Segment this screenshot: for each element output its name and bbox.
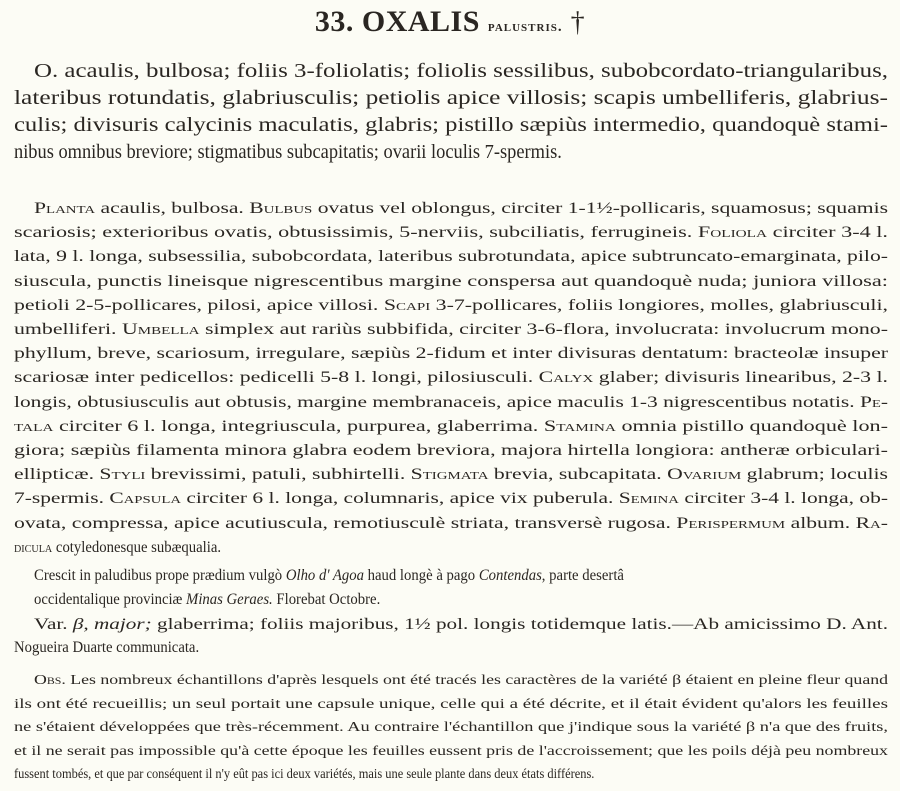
- text-line: [14, 442, 888, 460]
- text-segment: lateribus rotundatis, glabriusculis; petiolis apice villosis; scapis umbelliferis, glabrius-: [14, 87, 888, 109]
- text-segment: circiter 6 l. longa, integriuscula, purpurea, glaberrima.: [53, 417, 544, 435]
- text-segment: 3-7-pollicares, foliis longiores, molles, glabriusculi,: [430, 296, 889, 314]
- text-segment: nibus omnibus breviore; stigmatibus subcapitatis; ovarii loculis 7-spermis.: [14, 141, 562, 163]
- italic-text: Olho d' Agoa: [285, 567, 364, 584]
- section-heading-word: Umbella: [121, 321, 200, 338]
- text-line: [14, 696, 888, 712]
- section-heading-word: Foliola: [697, 224, 768, 242]
- species-number: 33.: [314, 5, 354, 38]
- text-segment: album.: [785, 514, 856, 532]
- species-epithet: palustris.: [487, 19, 563, 35]
- section-heading-word: Planta: [34, 200, 96, 217]
- text-segment: fussent tombés, et que par conséquent il n'y eût pas ici deux variétés, mais une seule plante dans deux états différens.: [14, 766, 595, 781]
- text-segment: brevissimi, patuli, subhirtelli.: [145, 466, 411, 484]
- text-segment: glaber; divisuris linearibus, 2-3 l.: [593, 369, 888, 387]
- text-segment: ils ont été recueillis; un seul portait une capsule unique, celle qui a été décrite, et il était évident qu'alors les feuilles: [14, 695, 888, 711]
- text-segment: giora; sæpiùs filamenta minora glabra eodem breviora, majora hirtella longiora: antheræ orbiculari-: [14, 442, 888, 459]
- section-heading-word: Ra-: [855, 514, 888, 532]
- section-heading-word: Stigmata: [410, 466, 489, 484]
- text-segment: lata, 9 l. longa, subsessilia, subobcordata, lateribus subrotundata, apice subtruncato-emarginata, pilo-: [14, 248, 888, 266]
- text-segment: longis, obtusiusculis aut obtusis, margine membranaceis, apice maculis 1-3 nigrescentibus notatis.: [14, 393, 860, 411]
- text-line: [14, 394, 888, 412]
- text-segment: petioli 2-5-pollicares, pilosi, apice villosi.: [14, 296, 384, 314]
- text-segment: omnia pistillo quandoquè lon-: [615, 417, 888, 435]
- section-heading-word: Stamina: [543, 417, 616, 435]
- italic-text: Minas Geraes.: [186, 591, 273, 608]
- section-heading-word: Scapi: [383, 296, 431, 314]
- text-segment: glabrum; loculis: [741, 466, 888, 484]
- text-line: [14, 515, 888, 533]
- text-line: [14, 297, 888, 315]
- text-line: [14, 591, 888, 609]
- section-heading-word: tala: [14, 417, 54, 435]
- genus-name: OXALIS: [361, 5, 480, 38]
- text-segment: scariosæ inter pedicellos: pedicelli 5-8 l. longi, pilosiusculi.: [14, 369, 539, 387]
- text-line: [14, 672, 888, 688]
- text-segment: Var.: [34, 616, 73, 633]
- text-segment: 7-spermis.: [14, 490, 110, 508]
- text-segment: simplex aut rariùs subbifida, circiter 3-6-flora, involucrata: involucrum mono-: [199, 321, 889, 338]
- section-heading-word: Calyx: [538, 369, 594, 387]
- section-heading-word: dicula: [14, 538, 53, 556]
- text-segment: et il ne serait pas impossible qu'à cette époque les feuilles eussent pris de l'accroissement; que les poils déjà peu nombreux: [14, 742, 888, 758]
- section-heading-word: Ovarium: [667, 466, 742, 484]
- text-line: [14, 369, 888, 387]
- section-heading-word: Perispermum: [676, 514, 786, 532]
- text-segment: umbelliferi.: [14, 321, 122, 338]
- text-segment: scariosis; exterioribus ovatis, obtusissimis, 5-nerviis, subciliatis, ferrugineis.: [14, 224, 698, 242]
- section-heading-word: Bulbus: [249, 200, 313, 217]
- text-segment: Nogueira Duarte communicata.: [14, 639, 200, 656]
- italic-text: β, major;: [72, 616, 152, 633]
- text-line: [14, 141, 888, 164]
- text-segment: siuscula, punctis lineisque nigrescentibus margine conspersa aut quandoquè nuda; juniora villosa:: [14, 272, 888, 290]
- text-line: [14, 418, 888, 436]
- page-title: [0, 2, 900, 47]
- text-segment: circiter 3-4 l.: [767, 224, 888, 242]
- text-line: [14, 616, 888, 634]
- text-segment: brevia, subcapitata.: [488, 466, 668, 484]
- text-line: [14, 87, 888, 110]
- text-line: [14, 248, 888, 266]
- text-line: [14, 539, 888, 557]
- text-segment: circiter 6 l. longa, columnaris, apice vix puberula.: [180, 490, 619, 508]
- text-segment: haud longè à pago: [363, 567, 479, 584]
- section-heading-word: Obs.: [34, 672, 66, 687]
- text-line: [14, 719, 888, 735]
- text-line: [14, 200, 888, 218]
- text-line: [14, 766, 888, 782]
- text-segment: O. acaulis, bulbosa; foliis 3-foliolatis; foliolis sessilibus, subobcordato-triangularibus,: [34, 60, 888, 82]
- text-segment: occidentalique provinciæ: [34, 591, 187, 608]
- section-heading-word: Pe-: [859, 393, 888, 411]
- text-segment: acaulis, bulbosa.: [95, 200, 250, 217]
- text-segment: circiter 3-4 l. longa, ob-: [678, 490, 888, 508]
- text-line: [14, 743, 888, 759]
- text-segment: Les nombreux échantillons d'après lesquels ont été tracés les caractères de la variété β étaient en pleine fleur quand: [65, 672, 888, 687]
- text-line: [14, 321, 888, 339]
- text-segment: Crescit in paludibus prope prædium vulgò: [34, 567, 286, 584]
- text-segment: cotyledonesque subæqualia.: [52, 538, 222, 556]
- italic-text: Contendas: [478, 567, 542, 584]
- text-segment: Florebat Octobre.: [272, 591, 381, 608]
- text-line: [14, 490, 888, 508]
- text-line: [14, 345, 888, 363]
- text-line: [14, 567, 888, 585]
- text-line: [14, 466, 888, 484]
- text-segment: phyllum, breve, scariosum, irregulare, sæpiùs 2-fidum et inter divisuras dentatum: bracteolæ insuper: [14, 345, 888, 363]
- text-segment: glaberrima; foliis majoribus, 1½ pol. longis totidemque latis.—Ab amicissimo D. Ant.: [151, 616, 889, 633]
- section-heading-word: Semina: [618, 490, 679, 508]
- section-heading-word: Capsula: [109, 490, 181, 508]
- section-heading-word: Styli: [99, 466, 146, 484]
- text-segment: ellipticæ.: [14, 466, 100, 484]
- text-line: [14, 273, 888, 291]
- text-line: [14, 60, 888, 83]
- text-line: [14, 114, 888, 137]
- text-segment: ne s'étaient développées que très-récemment. Au contraire l'échantillon que j'indique sous la variété β n'a que des fruits,: [14, 719, 888, 734]
- text-line: [14, 224, 888, 242]
- dagger-mark: †: [570, 7, 586, 38]
- text-segment: culis; divisuris calycinis maculatis, glabris; pistillo sæpiùs intermedio, quandoquè stami-: [14, 114, 888, 136]
- text-line: [14, 639, 888, 657]
- text-segment: , parte desertâ: [541, 567, 624, 584]
- text-segment: ovatus vel oblongus, circiter 1-1½-pollicaris, squamosus; squamis: [312, 200, 888, 217]
- text-segment: ovata, compressa, apice acutiuscula, remotiusculè striata, transversè rugosa.: [14, 514, 677, 532]
